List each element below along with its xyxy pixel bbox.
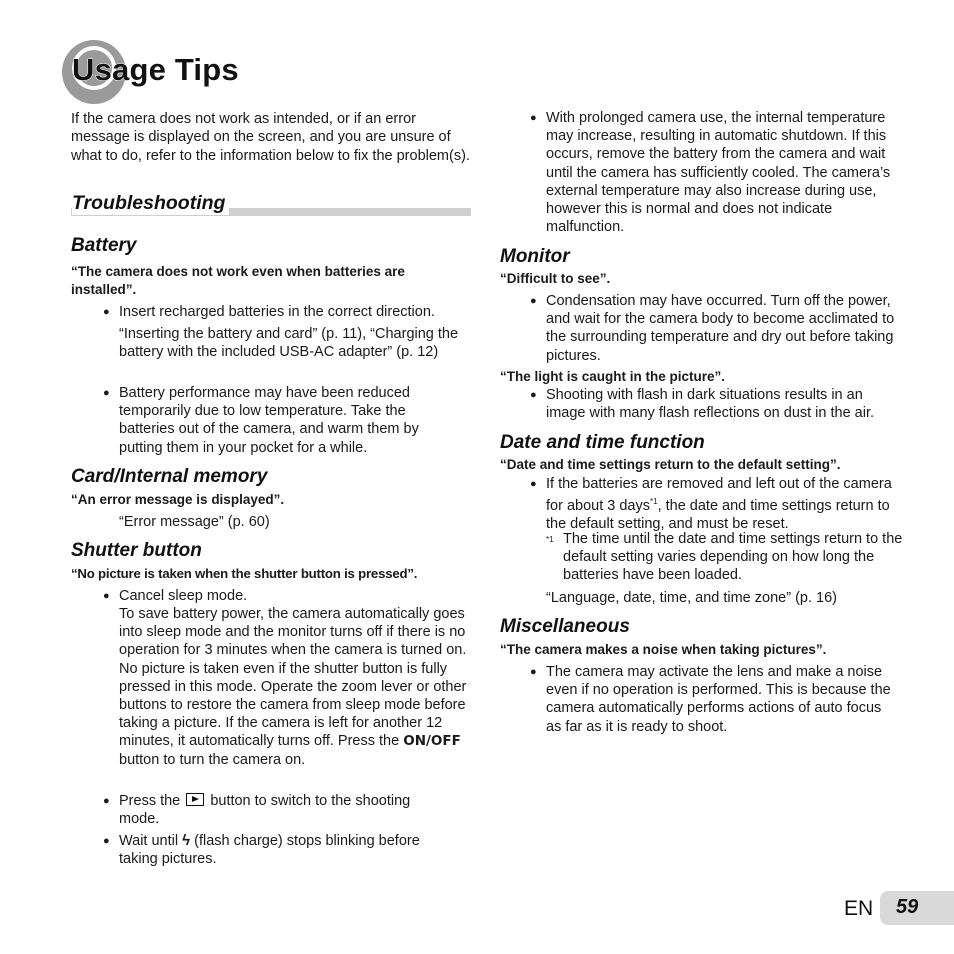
bullet-icon: ● bbox=[103, 387, 110, 399]
battery-reference: “Inserting the battery and card” (p. 11), “Charging the battery with the included USB-AC adapter” (p. 12) bbox=[119, 326, 459, 361]
list-item: ● Press the button to switch to the shooting mode. bbox=[103, 793, 411, 828]
list-item: ● The camera may activate the lens and make a noise even if no operation is performed. This is because the camera automatically performs actions of auto focus as far as it is ready to shoot. bbox=[530, 664, 891, 735]
datetime-reference: “Language, date, time, and time zone” (p. 16) bbox=[546, 590, 837, 606]
bullet-icon: ● bbox=[103, 795, 110, 807]
bullet-icon: ● bbox=[103, 590, 110, 602]
battery-question: “The camera does not work even when batteries are installed”. bbox=[71, 264, 405, 297]
card-heading: Card/Internal memory bbox=[71, 466, 268, 487]
section-title: Troubleshooting bbox=[72, 192, 229, 215]
bullet-icon: ● bbox=[530, 389, 537, 401]
footnote-mark: *1 bbox=[546, 535, 554, 544]
datetime-question: “Date and time settings return to the default setting”. bbox=[500, 457, 841, 472]
monitor-heading: Monitor bbox=[500, 246, 570, 267]
list-item: ● If the batteries are removed and left out of the camera for about 3 days$^{*1}$, the date and time settings return to the default setting, and must be reset. bbox=[530, 476, 892, 533]
bullet-icon: ● bbox=[530, 478, 537, 490]
list-item: ● Wait until ϟ (flash charge) stops blinking before taking pictures. bbox=[103, 832, 420, 868]
page-title: Usage Tips bbox=[72, 52, 239, 87]
list-item: ● Condensation may have occurred. Turn off the power, and wait for the camera body to become acclimated to the surrounding temperature and dry out before taking pictures. bbox=[530, 293, 895, 364]
battery-heading: Battery bbox=[71, 235, 137, 256]
list-item: ● Battery performance may have been reduced temporarily due to low temperature. Take the batteries out of the camera, and warm them by putting them in your pocket for a while. bbox=[103, 385, 419, 456]
flash-charge-icon: ϟ bbox=[182, 832, 191, 849]
footnote-text: The time until the date and time settings return to the default setting varies depending on how long the batteries have been loaded. bbox=[563, 531, 903, 584]
monitor-question-1: “Difficult to see”. bbox=[500, 271, 611, 286]
shutter-heading: Shutter button bbox=[71, 540, 202, 561]
bullet-icon: ● bbox=[103, 306, 110, 318]
misc-heading: Miscellaneous bbox=[500, 616, 630, 637]
bullet-icon: ● bbox=[530, 112, 537, 124]
list-item: ● Shooting with flash in dark situations results in an image with many flash reflections on dust in the air. bbox=[530, 387, 875, 422]
onoff-button-label: ON/OFF bbox=[403, 733, 461, 750]
card-reference: “Error message” (p. 60) bbox=[119, 514, 270, 530]
bullet-icon: ● bbox=[103, 835, 110, 847]
sleep-mode-text: To save battery power, the camera automatically goes into sleep mode and the monitor turns off if there is no operation for 3 minutes when the camera is turned on. No picture is taken even if the shutter button is fully pressed in this mode. Operate the zoom lever or other buttons to restore the camera from sleep mode before taking a picture. If the camera is left for another 12 minutes, it automatically turns off. Press the ON/OFF button to turn the camera on. bbox=[119, 606, 467, 768]
misc-question: “The camera makes a noise when taking pictures”. bbox=[500, 642, 827, 657]
card-question: “An error message is displayed”. bbox=[71, 492, 285, 507]
bullet-icon: ● bbox=[530, 666, 537, 678]
playback-button-icon bbox=[186, 793, 204, 806]
datetime-heading: Date and time function bbox=[500, 432, 705, 453]
monitor-question-2: “The light is caught in the picture”. bbox=[500, 369, 726, 384]
page-number: 59 bbox=[896, 896, 919, 918]
language-label: EN bbox=[844, 897, 874, 920]
list-item: ● With prolonged camera use, the internal temperature may increase, resulting in automatic shutdown. If this occurs, remove the battery from the camera and wait until the camera has sufficiently cooled. The camera’s external temperature may also increase during use, however this is normal and does not indicate malfunction. bbox=[530, 110, 891, 236]
bullet-icon: ● bbox=[530, 295, 537, 307]
list-item: ● Cancel sleep mode. bbox=[103, 588, 248, 604]
list-item: ● Insert recharged batteries in the correct direction. bbox=[103, 304, 435, 320]
shutter-question: “No picture is taken when the shutter button is pressed”. bbox=[71, 566, 418, 581]
intro-text: If the camera does not work as intended, or if an error message is displayed on the screen, and you are unsure of what to do, refer to the information below to fix the problem(s). bbox=[71, 111, 470, 164]
